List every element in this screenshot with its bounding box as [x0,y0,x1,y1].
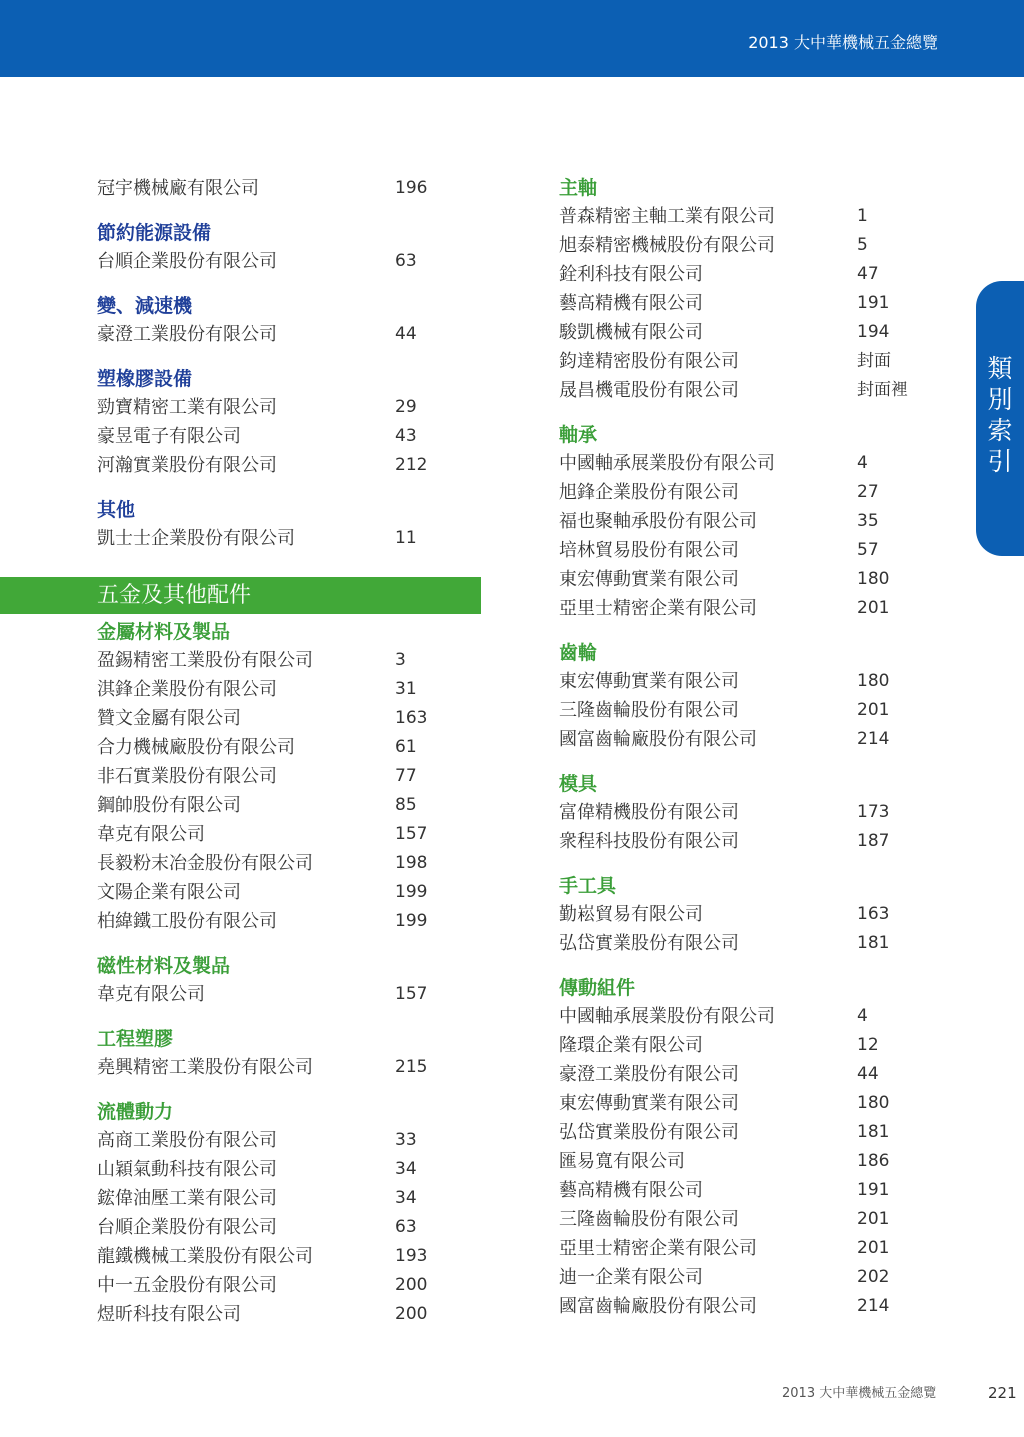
company-name: 鋼帥股份有限公司 [97,795,241,816]
page-reference: 191 [857,1180,890,1200]
page-reference: 31 [395,679,417,699]
page-reference: 57 [857,540,879,560]
company-name: 弘岱實業股份有限公司 [559,1122,739,1143]
category-heading: 傳動組件 [559,977,636,999]
category-heading: 工程塑膠 [97,1028,174,1050]
company-name: 國富齒輪廠股份有限公司 [559,729,757,750]
category-group [97,219,477,276]
company-entry [559,1031,939,1060]
page-reference: 214 [857,1296,890,1316]
category-group [97,292,477,349]
company-name: 贊文金屬有限公司 [97,708,241,729]
company-entry [97,393,477,422]
category-group [559,872,939,958]
page-reference: 29 [395,397,417,417]
page-reference: 47 [857,264,879,284]
company-entry [97,247,477,276]
company-entry [559,260,939,289]
page-reference: 封面裡 [857,380,908,400]
company-entry [559,565,939,594]
section-title: 五金及其他配件 [97,583,252,608]
company-entry [97,980,477,1009]
company-entry [559,725,939,754]
left-column-lower [97,618,477,1329]
company-name: 冠宇機械廠有限公司 [97,178,259,199]
page-number-footer: 221 [988,1384,1017,1402]
category-group [97,365,477,480]
category-heading: 塑橡膠設備 [97,368,193,390]
company-entry [97,878,477,907]
company-entry [97,451,477,480]
company-entry [559,1147,939,1176]
company-entry [97,1053,477,1082]
company-name: 國富齒輪廠股份有限公司 [559,1296,757,1317]
page-reference: 180 [857,1093,890,1113]
right-column [559,174,939,1321]
page-reference: 157 [395,984,428,1004]
company-name: 韋克有限公司 [97,824,205,845]
company-entry [559,1234,939,1263]
company-name: 山穎氣動科技有限公司 [97,1159,277,1180]
page-reference: 12 [857,1035,879,1055]
company-entry [97,1242,477,1271]
publication-title: 2013 大中華機械五金總覽 [748,33,938,52]
company-name: 東宏傳動實業有限公司 [559,671,739,692]
company-name: 豪昱電子有限公司 [97,426,241,447]
page-reference: 5 [857,235,868,255]
page-reference: 63 [395,251,417,271]
page-reference: 44 [857,1064,879,1084]
company-name: 弘岱實業股份有限公司 [559,933,739,954]
company-entry [97,704,477,733]
category-group [97,952,477,1009]
page-reference: 186 [857,1151,890,1171]
company-name: 匯易寬有限公司 [559,1151,685,1172]
company-name: 東宏傳動實業有限公司 [559,1093,739,1114]
company-name: 台順企業股份有限公司 [97,1217,277,1238]
company-name: 柏緯鐵工股份有限公司 [97,911,277,932]
category-group [97,618,477,936]
page-reference: 201 [857,700,890,720]
company-name: 旭泰精密機械股份有限公司 [559,235,775,256]
page-reference: 85 [395,795,417,815]
company-name: 迪一企業有限公司 [559,1267,703,1288]
page-reference: 163 [857,904,890,924]
company-entry [559,827,939,856]
company-entry [559,536,939,565]
category-group [559,770,939,856]
page-reference: 34 [395,1159,417,1179]
company-entry [97,762,477,791]
company-name: 煜昕科技有限公司 [97,1304,241,1325]
company-entry [97,174,477,203]
company-name: 三隆齒輪股份有限公司 [559,1209,739,1230]
company-name: 韋克有限公司 [97,984,205,1005]
category-heading: 主軸 [559,177,598,199]
company-name: 三隆齒輪股份有限公司 [559,700,739,721]
company-name: 淇鋒企業股份有限公司 [97,679,277,700]
company-name: 普森精密主軸工業有限公司 [559,206,775,227]
company-name: 衆程科技股份有限公司 [559,831,739,852]
page-reference: 180 [857,569,890,589]
category-heading: 其他 [97,499,136,521]
company-name: 鋐偉油壓工業有限公司 [97,1188,277,1209]
category-group [559,639,939,754]
company-name: 勁寶精密工業有限公司 [97,397,277,418]
company-entry [559,1176,939,1205]
company-entry [559,507,939,536]
page-reference: 202 [857,1267,890,1287]
category-group [97,496,477,553]
company-name: 盈錫精密工業股份有限公司 [97,650,313,671]
page-reference: 199 [395,882,428,902]
company-name: 中一五金股份有限公司 [97,1275,277,1296]
page-reference: 封面 [857,351,891,371]
page-reference: 194 [857,322,890,342]
company-entry [559,1002,939,1031]
company-entry [97,849,477,878]
company-entry [559,1263,939,1292]
page-reference: 61 [395,737,417,757]
category-heading: 齒輪 [559,642,598,664]
page-reference: 214 [857,729,890,749]
company-entry [97,1213,477,1242]
company-entry [559,1205,939,1234]
company-name: 龍鐵機械工業股份有限公司 [97,1246,313,1267]
page-reference: 200 [395,1304,428,1324]
company-entry [559,900,939,929]
company-name: 富偉精機股份有限公司 [559,802,739,823]
company-entry [559,376,939,405]
company-entry [97,1126,477,1155]
company-entry [559,449,939,478]
company-entry [97,820,477,849]
company-name: 長毅粉末冶金股份有限公司 [97,853,313,874]
company-name: 中國軸承展業股份有限公司 [559,1006,775,1027]
page-reference: 198 [395,853,428,873]
category-heading: 軸承 [559,424,598,446]
company-name: 凱士士企業股份有限公司 [97,528,295,549]
company-entry [97,524,477,553]
company-entry [559,1292,939,1321]
page-reference: 157 [395,824,428,844]
company-name: 豪澄工業股份有限公司 [559,1064,739,1085]
company-name: 福也聚軸承股份有限公司 [559,511,757,532]
company-entry [559,1060,939,1089]
company-name: 藝高精機有限公司 [559,1180,703,1201]
company-entry [97,1184,477,1213]
category-heading: 手工具 [559,875,617,897]
company-name: 鈞達精密股份有限公司 [559,351,739,372]
company-name: 旭鋒企業股份有限公司 [559,482,739,503]
company-name: 非石實業股份有限公司 [97,766,277,787]
company-name: 亞里士精密企業有限公司 [559,598,757,619]
company-name: 晟昌機電股份有限公司 [559,380,739,401]
page-reference: 4 [857,453,868,473]
company-name: 勤崧貿易有限公司 [559,904,703,925]
page-reference: 196 [395,178,428,198]
page-reference: 27 [857,482,879,502]
company-entry [97,422,477,451]
page-reference: 187 [857,831,890,851]
company-entry [559,347,939,376]
company-entry [97,675,477,704]
page-reference: 4 [857,1006,868,1026]
company-entry [559,1118,939,1147]
company-name: 駿凱機械有限公司 [559,322,703,343]
footer-publication-title: 2013 大中華機械五金總覽 [782,1386,937,1401]
company-entry [559,929,939,958]
category-heading: 節約能源設備 [97,222,212,244]
company-name: 亞里士精密企業有限公司 [559,1238,757,1259]
category-heading: 磁性材料及製品 [97,955,231,977]
company-entry [97,1155,477,1184]
company-name: 高商工業股份有限公司 [97,1130,277,1151]
category-group [97,174,477,203]
category-heading: 金屬材料及製品 [97,621,231,643]
company-entry [97,733,477,762]
page-reference: 1 [857,206,868,226]
page-reference: 199 [395,911,428,931]
company-entry [559,594,939,623]
page-reference: 200 [395,1275,428,1295]
company-entry [559,318,939,347]
company-name: 豪澄工業股份有限公司 [97,324,277,345]
page-reference: 33 [395,1130,417,1150]
company-name: 培林貿易股份有限公司 [559,540,739,561]
category-group [97,1098,477,1329]
page-reference: 44 [395,324,417,344]
company-entry [97,907,477,936]
category-heading: 流體動力 [97,1101,174,1123]
company-entry [97,646,477,675]
page-reference: 63 [395,1217,417,1237]
company-entry [97,320,477,349]
category-heading: 模具 [559,773,598,795]
section-band [0,577,481,614]
company-name: 隆環企業有限公司 [559,1035,703,1056]
company-entry [559,478,939,507]
page-reference: 173 [857,802,890,822]
company-entry [559,231,939,260]
company-entry [559,289,939,318]
company-entry [559,202,939,231]
category-group [559,174,939,405]
company-entry [97,1300,477,1329]
company-entry [559,1089,939,1118]
page-reference: 35 [857,511,879,531]
page-reference: 43 [395,426,417,446]
page-reference: 191 [857,293,890,313]
page-reference: 163 [395,708,428,728]
left-column-upper [97,174,477,553]
category-index-tab [976,281,1024,556]
page-reference: 201 [857,1209,890,1229]
company-name: 藝高精機有限公司 [559,293,703,314]
category-group [559,974,939,1321]
company-name: 銓利科技有限公司 [559,264,703,285]
company-name: 台順企業股份有限公司 [97,251,277,272]
company-name: 堯興精密工業股份有限公司 [97,1057,313,1078]
page-reference: 11 [395,528,417,548]
page-reference: 215 [395,1057,428,1077]
page-header-bar [0,0,1024,77]
page-reference: 180 [857,671,890,691]
page-reference: 181 [857,1122,890,1142]
company-name: 東宏傳動實業有限公司 [559,569,739,590]
company-entry [559,667,939,696]
company-entry [559,798,939,827]
page-reference: 201 [857,598,890,618]
company-entry [97,791,477,820]
company-name: 合力機械廠股份有限公司 [97,737,295,758]
company-name: 中國軸承展業股份有限公司 [559,453,775,474]
page-reference: 193 [395,1246,428,1266]
page-reference: 3 [395,650,406,670]
page-reference: 77 [395,766,417,786]
category-group [97,1025,477,1082]
company-entry [559,696,939,725]
page-reference: 201 [857,1238,890,1258]
company-name: 河瀚實業股份有限公司 [97,455,277,476]
company-entry [97,1271,477,1300]
category-heading: 變、減速機 [97,295,193,317]
page-reference: 181 [857,933,890,953]
category-group [559,421,939,623]
company-name: 文陽企業有限公司 [97,882,241,903]
page-reference: 34 [395,1188,417,1208]
page-reference: 212 [395,455,428,475]
category-index-tab-label: 類別索引 [987,354,1013,476]
